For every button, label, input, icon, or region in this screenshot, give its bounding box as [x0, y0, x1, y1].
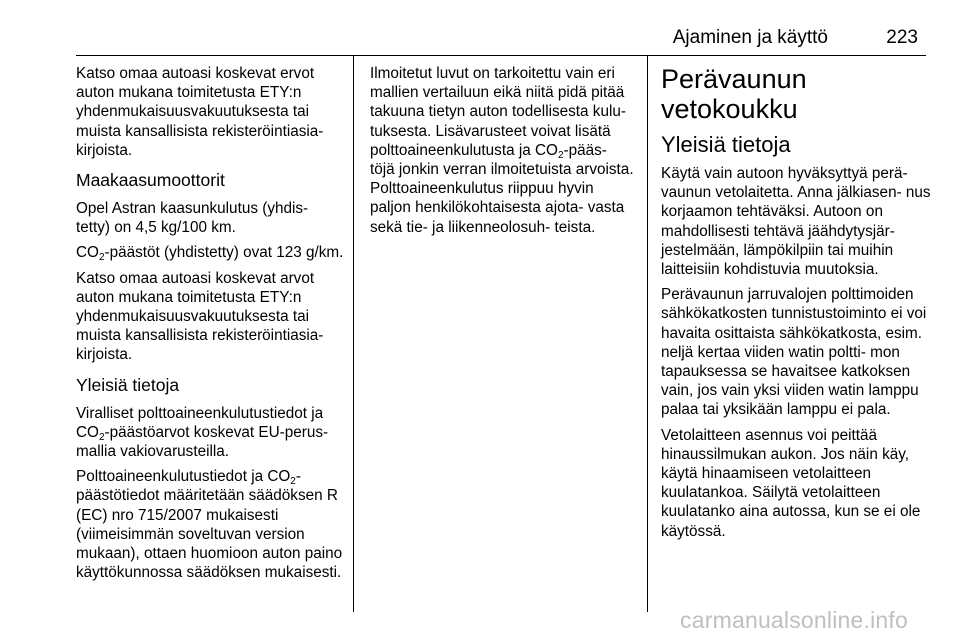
column-1 — [76, 64, 346, 588]
paragraph: Käytä vain autoon hyväksyttyä perä- vaunun vetolaitetta. Anna jälkiasen- nus korjaamon tehtäväksi. Autoon on mahdollisesti tehtävä jäähdytysjär- jestelmään, lämpökilpiin tai muihin laitteisiin kohdistuvia muutoksia. — [661, 165, 931, 279]
column-divider — [353, 56, 354, 612]
heading-towbar: Perävaunun vetokoukku — [661, 64, 807, 124]
watermark: carmanualsonline.info — [680, 607, 908, 633]
section-title: Ajaminen ja käyttö — [672, 27, 828, 48]
page-header — [0, 0, 960, 56]
page-number: 223 — [886, 27, 918, 48]
column-3 — [661, 64, 931, 547]
paragraph: Perävaunun jarruvalojen polttimoiden sähkökatkosten tunnistustoiminto ei voi havaita osittaista sähkökatkosta, esim. neljä kertaa viiden watin poltti- mon tapauksessa se havaitsee katkoksen vain, jos vain yksi viiden watin lamppu palaa tai yksikään lamppu ei pala. — [661, 286, 927, 419]
header-rule — [76, 55, 926, 56]
paragraph: Katso omaa autoasi koskevat ervot auton mukana toimitetusta ETY:n yhdenmukaisuusvakuutuksesta tai muista kansallisista rekisteröintiasia- kirjoista. — [76, 65, 324, 159]
column-2 — [370, 64, 635, 243]
paragraph: Opel Astran kaasunkulutus (yhdis- tetty) on 4,5 kg/100 km. — [76, 200, 309, 237]
paragraph-co2: $CO_2$-päästöt (yhdistetty) ovat 123 g/km. — [76, 244, 344, 264]
column-divider — [647, 56, 648, 612]
paragraph: Vetolaitteen asennus voi peittää hinaussilmukan aukon. Jos näin käy, käytä hinaamiseen vetolaitteen kuulatankoa. Säilytä vetolaitteen kuulatanko aina autossa, kun se ei ole käytössä. — [661, 426, 921, 540]
paragraph-official: Viralliset polttoaineenkulutustiedot ja $CO_2$-päästöarvot koskevat EU-perus- mallia vakiovarusteilla. — [76, 404, 329, 461]
heading-general-info: Yleisiä tietoja — [76, 374, 180, 395]
heading-gas-engines: Maakaasumoottorit — [76, 170, 225, 191]
paragraph-figures: Ilmoitetut luvut on tarkoitettu vain eri mallien vertailuun eikä niitä pidä pitää takuuna tietyn auton todellisesta kulu- tuksesta. Lisävarusteet voivat lisätä polttoaineenkulutusta ja $CO_2-pääs-$ töjä jonkin verran ilmoitetuista arvoista. Polttoaineenkulutus riippuu hyvin paljon henkilökohtaisesta ajota- vasta sekä tie- ja liikenneolosuh- teista. — [370, 65, 634, 236]
paragraph: Katso omaa autoasi koskevat arvot auton mukana toimitetusta ETY:n yhdenmukaisuusvakuutuksesta tai muista kansallisista rekisteröintiasia- kirjoista. — [76, 269, 324, 364]
paragraph-regulation: Polttoaineenkulutustiedot ja $CO_2-$ päästötiedot määritetään säädöksen R (EC) nro 715/2007 mukaisesti (viimeisimmän soveltuvan version mukaan), ottaen huomioon auton paino käyttökunnossa säädöksen mukaisesti. — [76, 468, 343, 582]
heading-general-info: Yleisiä tietoja — [661, 132, 791, 157]
